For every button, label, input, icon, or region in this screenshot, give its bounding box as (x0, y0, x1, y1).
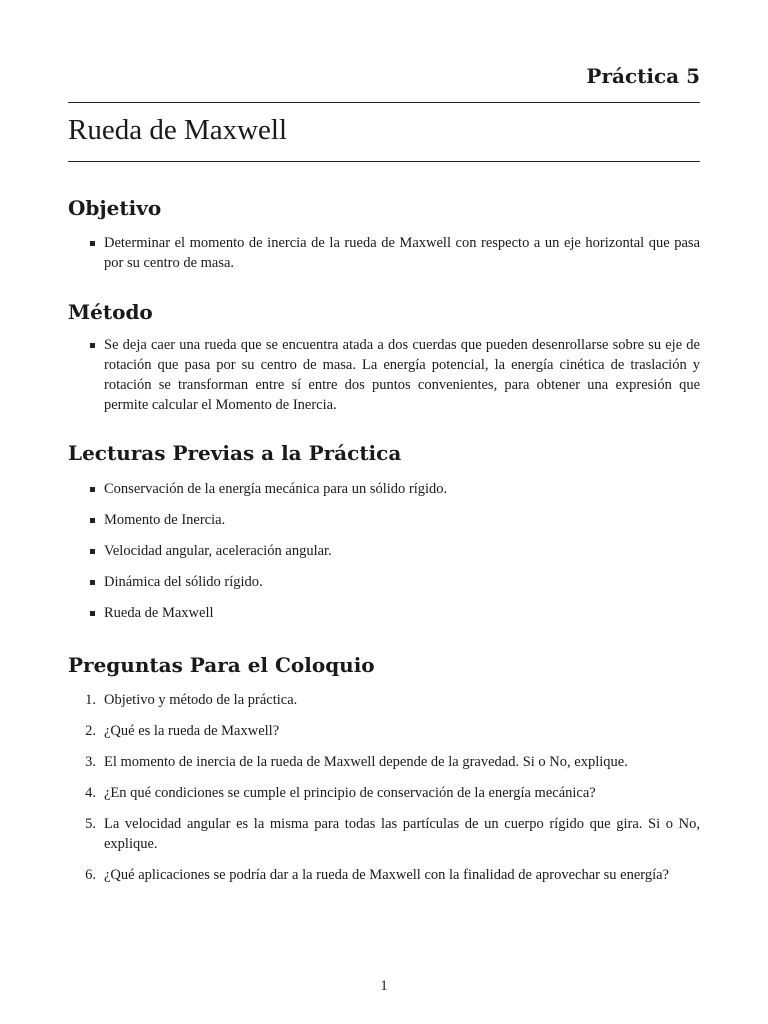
list-item (68, 690, 700, 710)
item-text: ¿Qué es la rueda de Maxwell? (104, 723, 280, 739)
practice-number: Práctica 5 (586, 64, 700, 88)
list-item: Rueda de Maxwell (68, 603, 700, 623)
item-number: 6. (85, 867, 96, 883)
objetivo-list (68, 233, 700, 273)
item-text: ¿Qué aplicaciones se podría dar a la rueda de Maxwell con la finalidad de aprovechar su energía? (104, 867, 669, 883)
metodo-list (68, 335, 700, 415)
list-item: Velocidad angular, aceleración angular. (68, 541, 700, 561)
section-heading-metodo: Método (68, 300, 153, 324)
item-number: 1. (85, 692, 96, 708)
item-number: 4. (85, 785, 96, 801)
section-heading-preguntas: Preguntas Para el Coloquio (68, 653, 375, 677)
page-number: 1 (380, 978, 388, 994)
lecturas-list (68, 479, 700, 634)
list-item: Conservación de la energía mecánica para un sólido rígido. (68, 479, 700, 499)
section-heading-lecturas: Lecturas Previas a la Práctica (68, 441, 402, 465)
item-text: La velocidad angular es la misma para todas las partículas de un cuerpo rígido que gira. Si o No, explique. (104, 816, 700, 852)
item-text: ¿En qué condiciones se cumple el principio de conservación de la energía mecánica? (104, 785, 596, 801)
list-item (68, 814, 700, 854)
item-number: 3. (85, 754, 96, 770)
list-item: Dinámica del sólido rígido. (68, 572, 700, 592)
item-number: 2. (85, 723, 96, 739)
list-item: Momento de Inercia. (68, 510, 700, 530)
list-item (68, 783, 700, 803)
list-item (68, 752, 700, 772)
document-page (68, 0, 700, 1024)
item-text: El momento de inercia de la rueda de Maxwell depende de la gravedad. Si o No, explique. (104, 754, 628, 770)
top-rule (68, 102, 700, 103)
list-item: Se deja caer una rueda que se encuentra atada a dos cuerdas que pueden desenrollarse sobre su eje de rotación que pasa por su centro de masa. La energía potencial, la energía cinética de traslación y rotación se transforman entre sí entre dos puntos convenientes, para obtener una expresión que permite calcular el Momento de Inercia. (68, 335, 700, 415)
item-number: 5. (85, 816, 96, 832)
list-item: Determinar el momento de inercia de la rueda de Maxwell con respecto a un eje horizontal que pasa por su centro de masa. (68, 233, 700, 273)
title-rule (68, 161, 700, 162)
list-item (68, 865, 700, 885)
item-text: Objetivo y método de la práctica. (104, 692, 298, 708)
preguntas-list (68, 690, 700, 896)
list-item (68, 721, 700, 741)
page-title: Rueda de Maxwell (68, 114, 288, 146)
section-heading-objetivo: Objetivo (68, 196, 162, 220)
